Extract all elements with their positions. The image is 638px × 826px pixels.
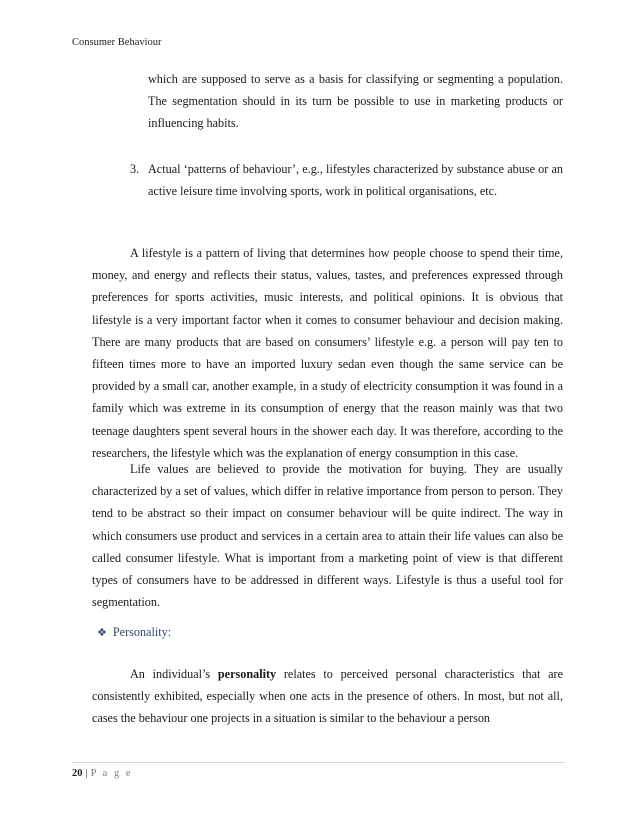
paragraph-personality-rest: relates to perceived personal characteristics that are consistently exhibited, especially when one acts in the presence of others. In most, but not all, cases the behaviour one projects in a situation is similar to the behaviour a person [92, 667, 563, 726]
paragraph-personality-lead: An individual’s [130, 667, 218, 681]
paragraph-life-values: Life values are believed to provide the motivation for buying. They are usually characterized by a set of values, which differ in relative importance from person to person. They tend to be abstract so their impact on consumer behaviour will be quite indirect. The way in which consumers use product and services in a certain area to attain their life values can also be called consumer lifestyle. What is important from a marketing point of view is that different types of consumers have to be addressed in different ways. Lifestyle is thus a useful tool for segmentation. [92, 462, 563, 610]
list-item [130, 158, 563, 202]
footer-separator: | [85, 768, 88, 779]
list-item-number: 3. [130, 162, 140, 176]
page-label: P a g e [90, 768, 133, 779]
page-header-title: Consumer Behaviour [72, 37, 162, 48]
list-item-text: Actual ‘patterns of behaviour’, e.g., lifestyles characterized by substance abuse or an active leisure time involving sports, work in political organisations, etc. [148, 162, 563, 199]
paragraph-lifestyle: A lifestyle is a pattern of living that determines how people choose to spend their time, money, and energy and reflects their status, values, tastes, and preferences expressed through preferences for sports activities, music interests, and political opinions. It is obvious that lifestyle is a very important factor when it comes to consumer behaviour and decision making. There are many products that are based on consumers’ lifestyle e.g. a person will pay ten to fifteen times more to have an imported luxury sedan even though the same service can be provided by a small car, another example, in a study of electricity consumption it was found in a family which was extreme in its consumption of energy that the reason mainly was that two teenage daughters spent several hours in the shower each day. It was therefore, according to the researchers, the lifestyle which was the explanation of energy consumption in this case. [92, 246, 563, 460]
section-heading-personality [97, 622, 171, 643]
section-heading-label: Personality: [112, 625, 172, 639]
personality-term: personality [217, 667, 277, 681]
paragraph-personality [92, 663, 563, 730]
diamond-bullet-icon: ❖ [97, 626, 107, 639]
page-number: 20 [72, 768, 83, 779]
continuation-text: which are supposed to serve as a basis for classifying or segmenting a population. The segmentation should in its turn be possible to use in marketing products or influencing habits. [148, 72, 563, 131]
footer-divider [72, 762, 565, 763]
page-footer [72, 768, 133, 779]
